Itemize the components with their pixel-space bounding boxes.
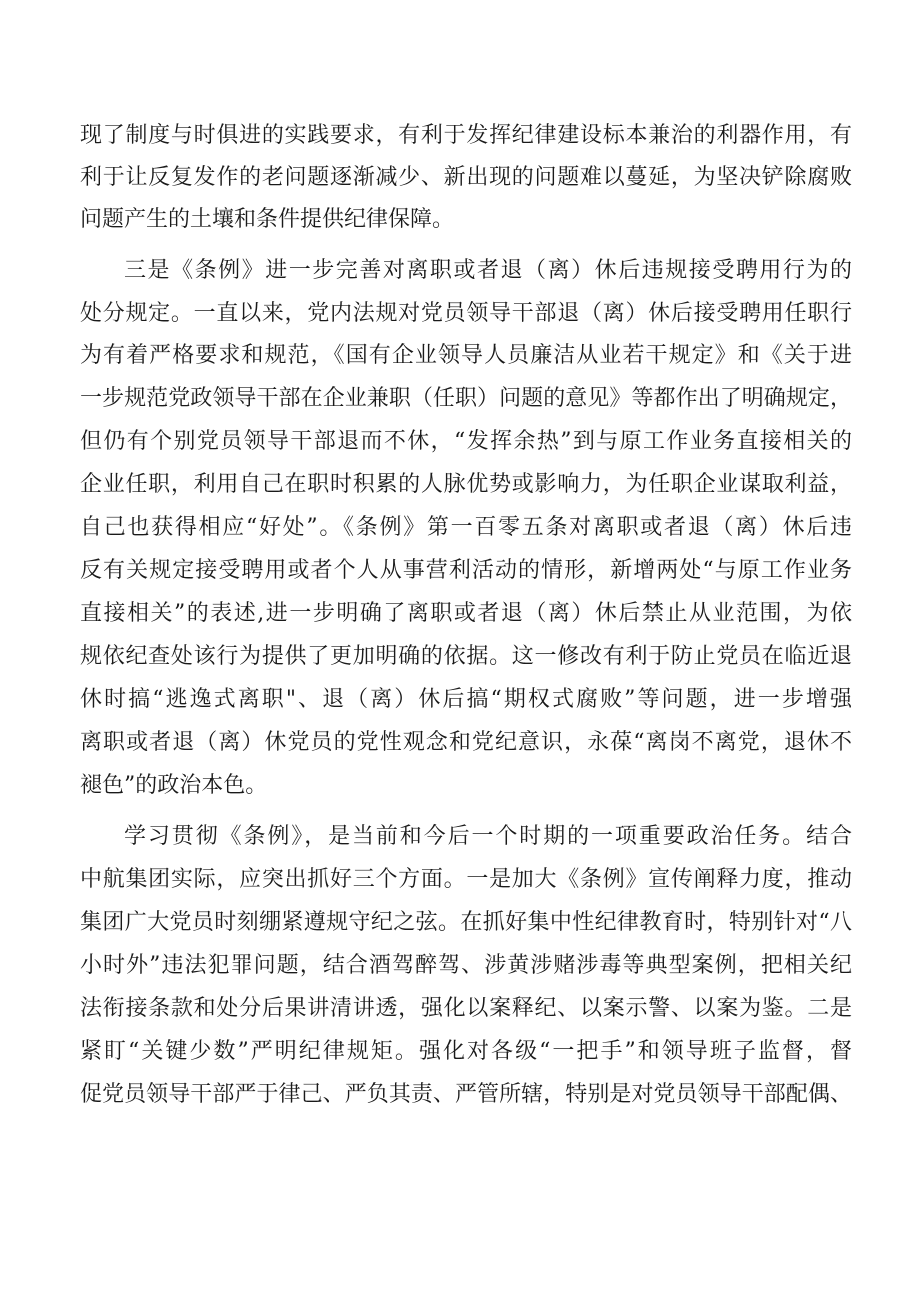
text-line: 三是《条例》进一步完善对离职或者退（离）休后违规接受聘用行为的 (124, 258, 852, 283)
text-line: 现了制度与时俱进的实践要求，有利于发挥纪律建设标本兼治的利器作用，有 (80, 123, 852, 148)
text-line: 处分规定。一直以来，党内法规对党员领导干部退（离）休后接受聘用任职行 (80, 301, 852, 326)
text-line: 法衔接条款和处分后果讲清讲透，强化以案释纪、以案示警、以案为鉴。二是 (80, 996, 852, 1021)
text-line: 自己也获得相应“好处”。《条例》第一百零五条对离职或者退（离）休后违 (80, 515, 852, 540)
text-line: 反有关规定接受聘用或者个人从事营利活动的情形，新增两处“与原工作业务 (80, 558, 852, 583)
text-line: 利于让反复发作的老问题逐渐减少、新出现的问题难以蔓延，为坚决铲除腐败 (80, 165, 852, 190)
text-line: 学习贯彻《条例》，是当前和今后一个时期的一项重要政治任务。结合 (124, 824, 852, 849)
text-line: 问题产生的土壤和条件提供纪律保障。 (80, 207, 455, 232)
text-line: 休时搞“逃逸式离职"、退（离）休后搞“期权式腐败”等问题，进一步增强 (80, 687, 852, 712)
text-line: 紧盯“关键少数”严明纪律规矩。强化对各级“一把手”和领导班子监督，督 (80, 1039, 852, 1064)
text-line: 离职或者退（离）休党员的党性观念和党纪意识，永葆“离岗不离党，退休不 (80, 730, 852, 755)
text-line: 一步规范党政领导干部在企业兼职（任职）问题的意见》等都作出了明确规定， (80, 386, 852, 411)
text-line: 小时外”违法犯罪问题，结合酒驾醉驾、涉黄涉赌涉毒等典型案例，把相关纪 (80, 953, 852, 978)
text-line: 褪色”的政治本色。 (80, 773, 268, 798)
text-line: 中航集团实际，应突出抓好三个方面。一是加大《条例》宣传阐释力度，推动 (80, 867, 852, 892)
text-line: 直接相关”的表述,进一步明确了离职或者退（离）休后禁止从业范围，为依 (80, 601, 852, 626)
text-line: 但仍有个别党员领导干部退而不休，“发挥余热”到与原工作业务直接相关的 (80, 429, 852, 454)
text-line: 集团广大党员时刻绷紧遵规守纪之弦。在抓好集中性纪律教育时，特别针对“八 (80, 910, 852, 935)
text-line: 规依纪查处该行为提供了更加明确的依据。这一修改有利于防止党员在临近退 (80, 644, 852, 669)
text-line: 促党员领导干部严于律己、严负其责、严管所辖，特别是对党员领导干部配偶、 (80, 1082, 852, 1107)
text-line: 企业任职，利用自己在职时积累的人脉优势或影响力，为任职企业谋取利益， (80, 472, 852, 497)
text-line: 为有着严格要求和规范，《国有企业领导人员廉洁从业若干规定》和《关于进 (80, 343, 852, 368)
